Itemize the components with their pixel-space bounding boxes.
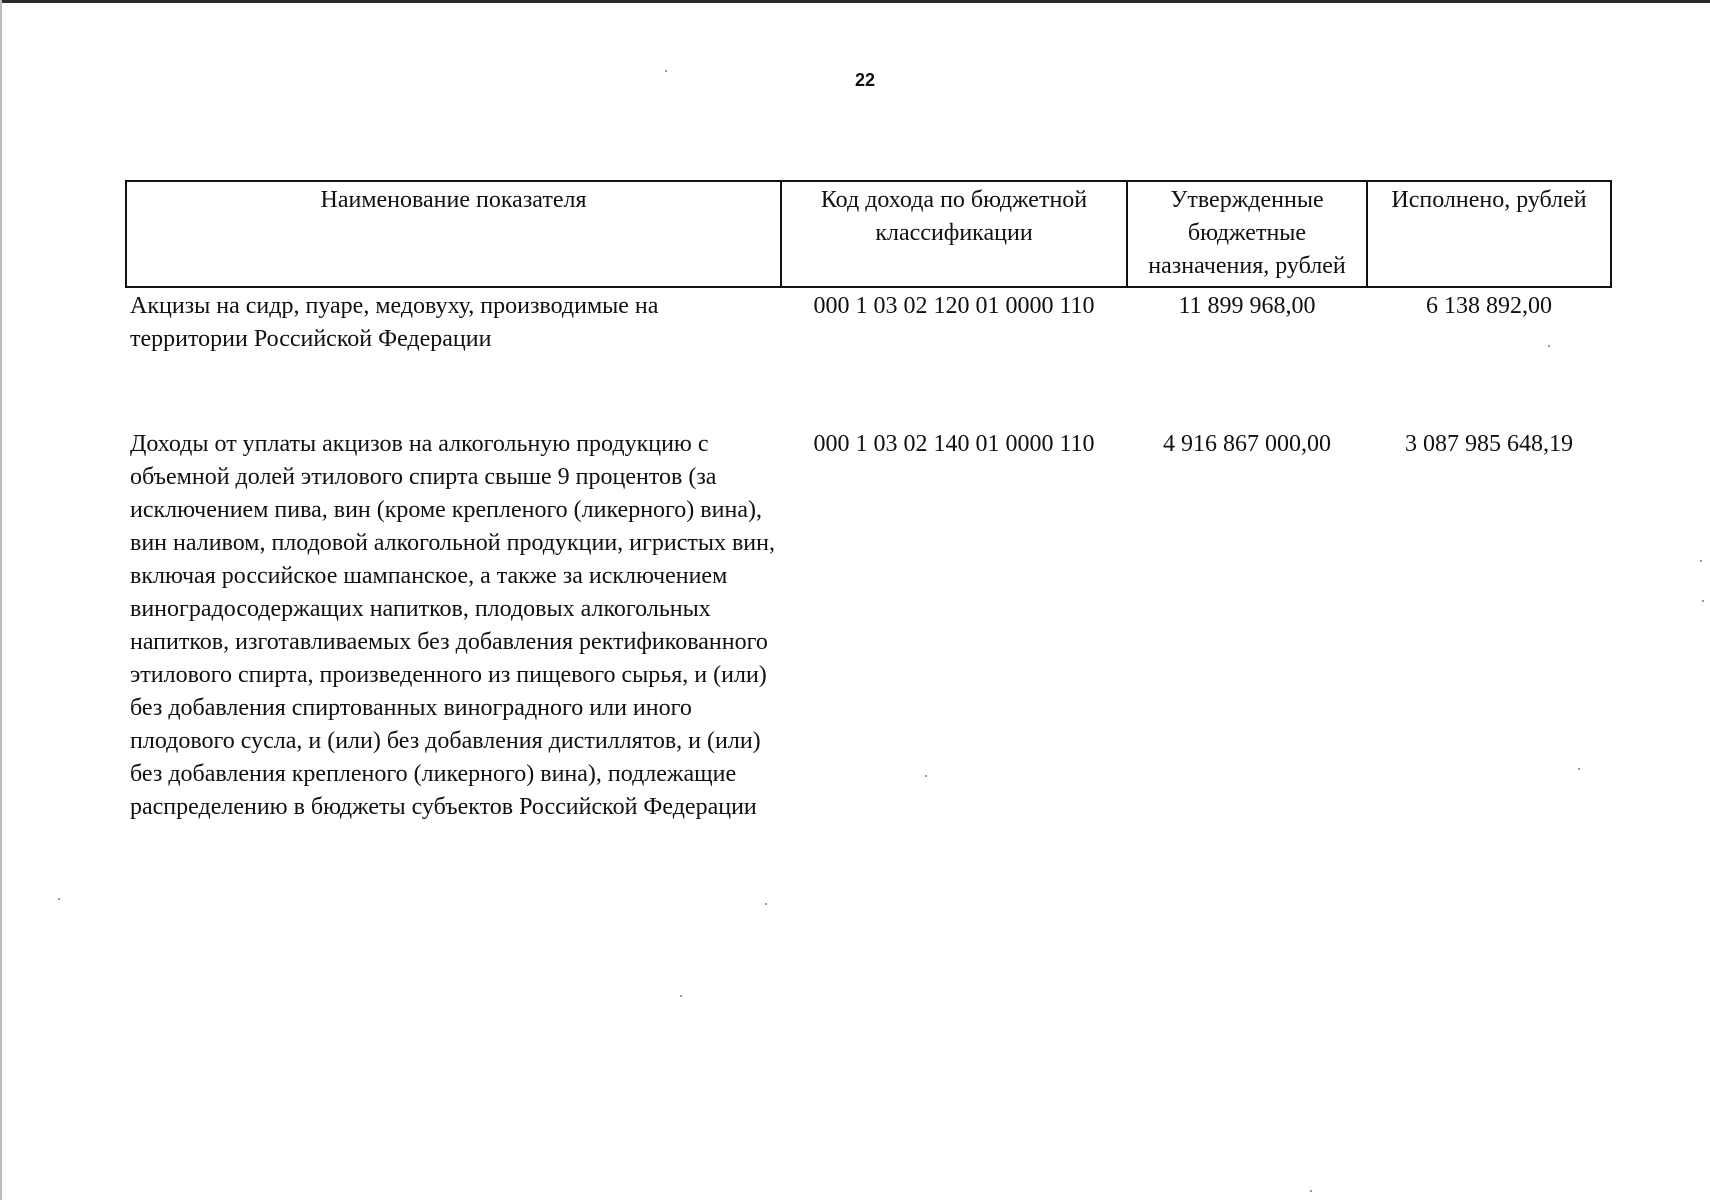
header-income-code: Код дохода по бюджетной классификации xyxy=(781,181,1127,287)
scan-speck xyxy=(58,898,60,900)
row-approved-amount: 11 899 968,00 xyxy=(1178,293,1316,319)
scan-edge-top xyxy=(0,0,1710,3)
scan-speck xyxy=(1702,600,1704,602)
scan-speck xyxy=(1578,768,1580,770)
scan-speck xyxy=(1310,1190,1312,1192)
row-approved-amount: 4 916 867 000,00 xyxy=(1163,431,1331,457)
table-row xyxy=(126,287,1611,392)
row-indicator-name: Доходы от уплаты акцизов на алкогольную продукцию с объемной долей этилового спирта свыше 9 процентов (за исключением пива, вин (кроме крепленого (ликерного) вина), вин наливом, плодовой алкогольной продукции, игристых вин, включая российское шампанское, а также за исключением виноградосодержащих напитков, плодовых алкогольных напитков, изготавливаемых без добавления ректификованного этилового спирта, произведенного из пищевого сырья, и (или) без добавления спиртованных виноградного или иного плодового сусла, и (или) без добавления дистиллятов, и (или) без добавления крепленого (ликерного) вина), подлежащие распределению в бюджеты субъектов Российской Федерации xyxy=(130,431,775,820)
table-header-row xyxy=(126,181,1611,287)
row-executed-amount: 6 138 892,00 xyxy=(1426,293,1552,319)
scan-speck xyxy=(665,70,667,72)
scan-speck xyxy=(925,775,927,777)
budget-income-table xyxy=(125,180,1612,824)
row-indicator-name: Акцизы на сидр, пуаре, медовуху, производимые на территории Российской Федерации xyxy=(130,293,659,352)
table-row xyxy=(126,392,1611,824)
header-indicator-name: Наименование показателя xyxy=(126,181,781,287)
page-number: 22 xyxy=(854,70,876,90)
scan-speck xyxy=(680,995,682,997)
scan-speck xyxy=(1548,345,1550,347)
scan-speck xyxy=(765,903,767,905)
scan-edge-left xyxy=(0,0,2,1200)
header-executed-amount: Исполнено, рублей xyxy=(1367,181,1611,287)
row-income-code: 000 1 03 02 140 01 0000 110 xyxy=(813,431,1095,457)
row-executed-amount: 3 087 985 648,19 xyxy=(1405,431,1573,457)
header-approved-amount: Утвержденные бюджетные назначения, рублей xyxy=(1127,181,1367,287)
row-income-code: 000 1 03 02 120 01 0000 110 xyxy=(813,293,1095,319)
scan-speck xyxy=(1700,560,1702,562)
